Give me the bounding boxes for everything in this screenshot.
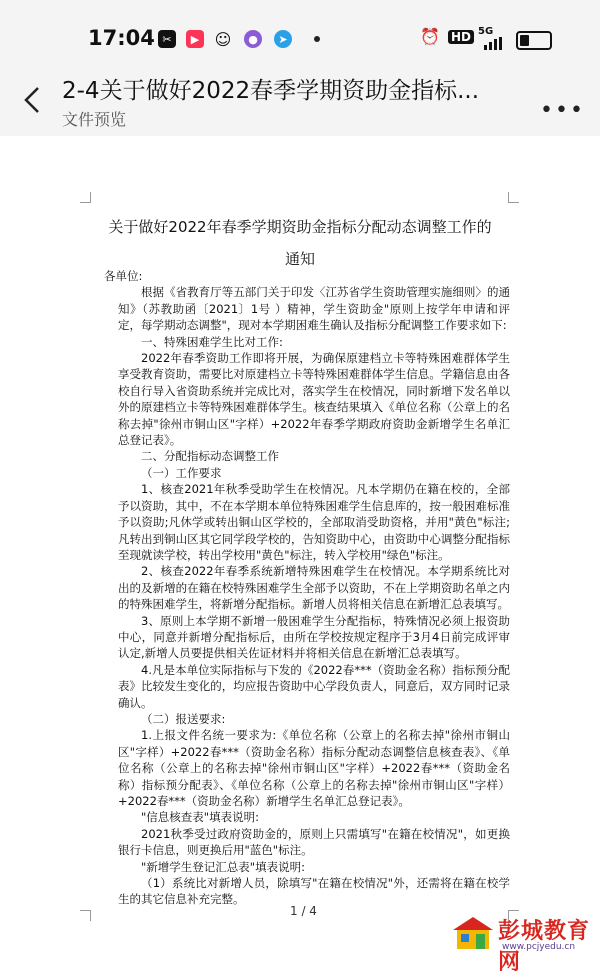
section-heading: 一、特殊困难学生比对工作: [141,334,283,349]
signal-icon [484,38,502,50]
body-paragraph: 根据《省教育厅等五部门关于印发〈江苏省学生资助管理实施细则〉的通知》（苏教助函〔2021〕1号 ）精神，学生资助金"原则上按学年申请和评定，每学期动态调整"，现对本学期困难生确认及指标分配调整工作要求如下: [118,285,510,333]
notice-title-line2: 通知 [284,250,315,268]
browser-app-icon: ● [244,30,262,48]
video-app-icon: ▶ [186,30,204,48]
subsection-heading: （二）报送要求: [141,711,226,726]
battery-icon [516,31,552,50]
subsection-heading: （一）工作要求 [141,465,222,480]
more-options-icon[interactable]: ••• [540,98,585,123]
notice-body [104,268,510,908]
alarm-icon: ⏰ [420,27,440,46]
page-corner-mark [80,910,91,921]
page-indicator: 1 / 4 [290,904,317,918]
body-paragraph: 1、核查2021年秋季受助学生在校情况。凡本学期仍在籍在校的，全部予以资助，其中，不在本学期本单位特殊困难学生信息库的，按一般困难标准予以资助;凡休学或转出铜山区学校的，全部取消受助资格，并用"黄色"标注;凡转出到铜山区其它同学段学校的，告知资助中心，由资助中心调整分配指标至现就读学校，转出学校用"黄色"标注，转入学校用"绿色"标注。 [118,482,510,562]
section-heading: 二、分配指标动态调整工作 [141,449,279,464]
chat-bubble-icon: ☺ [214,29,232,49]
page-corner-mark [80,192,91,203]
body-paragraph: 2、核查2022年春季系统新增特殊困难学生在校情况。本学期系统比对出的及新增的在籍在校特殊困难学生全部予以资助，不在上学期资助名单之内的特殊困难学生，将新增分配指标。新增人员将相关信息在新增汇总表填写。 [118,564,510,612]
capcut-app-icon: ✂ [158,30,176,48]
body-paragraph: 1.上报文件名统一要求为:《单位名称（公章上的名称去掉"徐州市铜山区"字样）+2022春***（资助金名称）指标分配动态调整信息核查表》、《单位名称（公章上的名称去掉"徐州市铜山区"字样）+2022春***（资助金名称）指标预分配表》、《单位名称（公章上的名称去掉"徐州市铜山区"字样）+2022春***（资助金名称）新增学生名单汇总登记表》。 [118,728,510,808]
watermark-url: www.pcjyedu.cn [502,942,576,952]
status-time: 17:04 [88,26,155,50]
salutation: 各单位: [104,269,143,283]
hd-badge: HD [448,30,474,44]
telegram-icon: ➤ [274,30,292,48]
house-logo-icon [452,916,494,950]
body-paragraph: （1）系统比对新增人员，除填写"在籍在校情况"外，还需将在籍在校学生的其它信息补充完整。 [118,876,510,907]
body-paragraph: 4.凡是本单位实际指标与下发的《2022春***（资助金名称）指标预分配表》比较发生变化的，均应报告资助中心学段负责人，同意后，双方同时记录确认。 [118,662,510,710]
page-corner-mark [508,192,519,203]
site-watermark [452,910,598,975]
body-paragraph: 3、原则上本学期不新增一般困难学生分配指标，特殊情况必须上报资助中心，同意并新增分配指标后，由所在学校按规定程序于3月4日前完成评审认定,新增人员要提供相关佐证材料并将相关信息在新增汇总表填写。 [118,613,510,661]
body-paragraph: "信息核查表"填表说明: [141,810,259,825]
notice-title-line1: 关于做好2022年春季学期资助金指标分配动态调整工作的 [108,218,492,236]
more-notifications-dot [314,36,320,42]
body-paragraph: "新增学生登记汇总表"填表说明: [141,859,305,874]
status-bar [0,0,600,80]
back-arrow-icon[interactable] [22,86,42,114]
watermark-name: 彭城教育网 [498,919,591,975]
document-title-header: 2-4关于做好2022春季学期资助金指标... [62,78,480,104]
body-paragraph: 2022年春季资助工作即将开展，为确保原建档立卡等特殊困难群体学生享受教育资助，需要比对原建档立卡等特殊困难群体学生信息。学籍信息由各校自行导入省资助系统并完成比对，落实学生在校情况，同时新增下发名单以外的原建档立卡等特殊困难群体学生。核查结果填入《单位名称（公章上的名称去掉"徐州市铜山区"字样）+2022年春季学期政府资助金新增学生名单汇总登记表》。 [118,351,510,448]
network-label: 5G [478,26,494,37]
file-preview-label: 文件预览 [62,110,127,129]
body-paragraph: 2021秋季受过政府资助金的，原则上只需填写"在籍在校情况"，如更换银行卡信息，则更换后用"蓝色"标注。 [118,826,510,858]
